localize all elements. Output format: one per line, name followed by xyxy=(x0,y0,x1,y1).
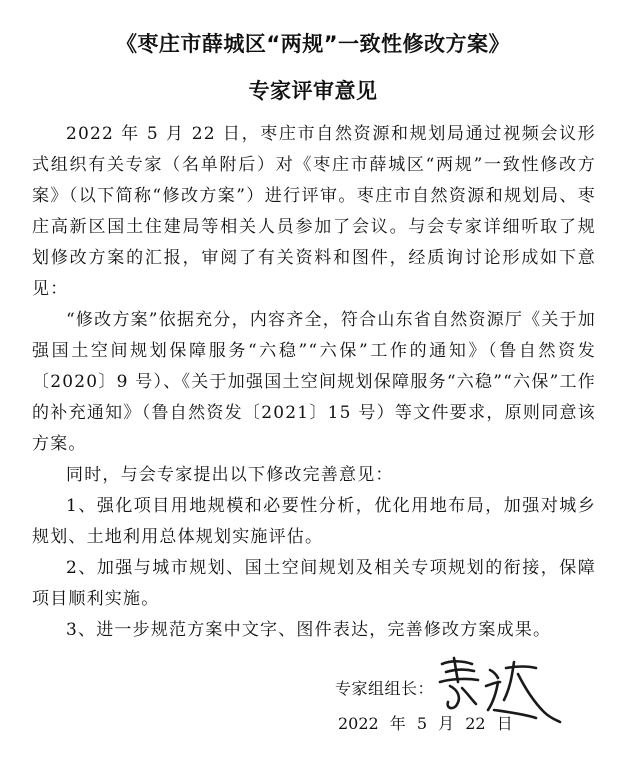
paragraph-opinion: “修改方案”依据充分，内容齐全，符合山东省自然资源厅《关于加强国土空间规划保障服务“六稳”“六保”工作的通知》（鲁自然资发〔2020〕9 号）、《关于加强国土空间规划保障服务“六稳”“六保”工作的补充通知》（鲁自然资发〔2021〕15 号）等文件要求，原则同意该方案。 xyxy=(32,310,596,454)
document-title: 《枣庄市薛城区“两规”一致性修改方案》 xyxy=(115,32,511,56)
paragraph-intro: 2022 年 5 月 22 日，枣庄市自然资源和规划局通过视频会议形式组织有关专家（名单附后）对《枣庄市薛城区“两规”一致性修改方案》（以下简称“修改方案”）进行评审。枣庄市自然资源和规划局、枣庄高新区国土住建局等相关人员参加了会议。与会专家详细听取了规划修改方案的汇报，审阅了有关资料和图件，经质询讨论形成如下意见： xyxy=(32,124,596,299)
signature-label: 专家组组长： xyxy=(335,679,435,698)
suggestion-item-2: 2、加强与城市规划、国土空间规划及相关专项规划的衔接，保障项目顺利实施。 xyxy=(32,558,596,609)
document-subtitle: 专家评审意见 xyxy=(248,79,378,103)
suggestion-item-1: 1、强化项目用地规模和必要性分析，优化用地布局，加强对城乡规划、土地利用总体规划实施评估。 xyxy=(32,496,596,547)
suggestion-item-3: 3、进一步规范方案中文字、图件表达，完善修改方案成果。 xyxy=(66,620,552,640)
paragraph-suggestions-lead: 同时，与会专家提出以下修改完善意见： xyxy=(66,465,394,485)
signing-date: 2022 年 5 月 22 日 xyxy=(338,714,513,733)
